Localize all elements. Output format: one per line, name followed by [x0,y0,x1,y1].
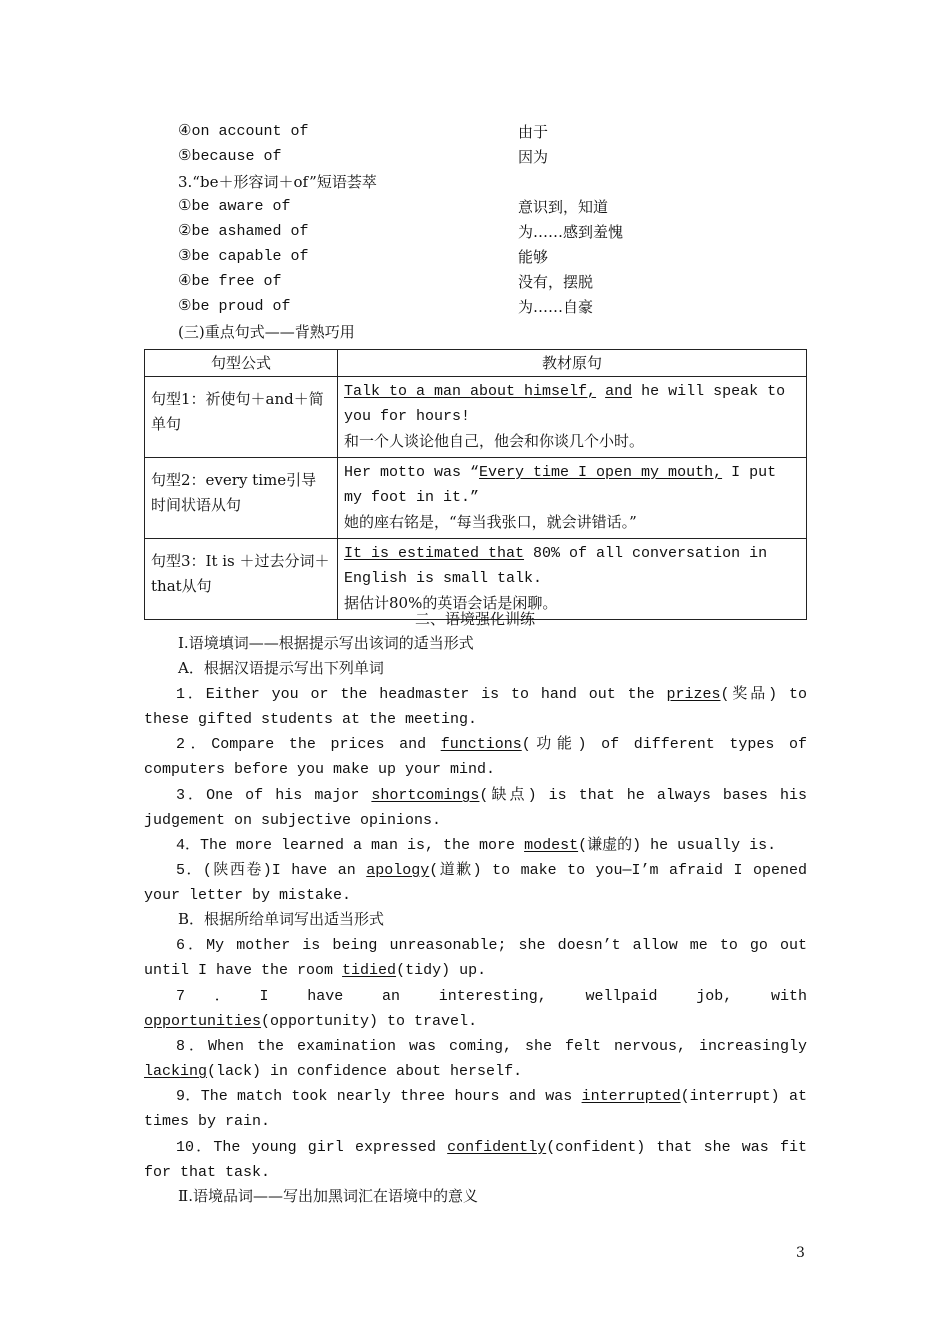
exercise-item [144,1084,807,1134]
example-cell [338,458,807,539]
exercise-text: (奖品) to these gifted students at the meeting. [144,686,807,728]
example-cell [338,377,807,458]
exercise-text: 8．When the examination was coming, she felt nervous, increasingly [176,1038,807,1055]
exercise-item [144,984,807,1034]
phrase-en: ④be free of [178,273,282,290]
answer-word: apology [366,862,430,879]
answer-word: tidied [342,962,397,979]
exercise-text: 7．I have an interesting, wellpaid job, with [176,988,807,1005]
answer-word: interrupted [581,1088,681,1105]
exercise-item [144,933,807,983]
pattern-cell: 句型1：祈使句＋and＋简单句 [145,377,338,458]
sentence-rest: I put my foot in it.” [344,464,777,506]
table-header-row [145,350,807,377]
section-2-title: 二、语境强化训练 [414,610,535,628]
part-a-title: A．根据汉语提示写出下列单词 [178,659,384,677]
sentence-pattern-table [144,349,807,620]
part-b-title: B．根据所给单词写出适当形式 [178,910,385,928]
section-key-sentences-title: (三)重点句式——背熟巧用 [178,323,355,341]
exercise-text: 9．The match took nearly three hours and was [176,1088,582,1105]
exercise-text: 4．The more learned a man is, the more [176,837,525,854]
pattern-cell: 句型3：It is ＋过去分词＋that从句 [145,539,338,620]
phrase-en: ①be aware of [178,198,291,215]
underlined-phrase: Talk to a man about himself, [344,383,597,400]
phrase-zh: 由于 [518,123,549,141]
answer-word: confidently [447,1139,547,1156]
exercise-item [144,732,807,782]
phrase-zh: 意识到，知道 [518,198,609,216]
page-number: 3 [796,1245,805,1261]
exercise-text: (confident) that she was fit for that task. [144,1139,807,1181]
exercise-item [144,1034,807,1084]
answer-word: shortcomings [371,787,480,804]
answer-word: lacking [144,1063,208,1080]
exercise-item [144,682,807,732]
exercise-item [144,833,807,858]
phrase-en: ②be ashamed of [178,223,309,240]
exercise-text: (道歉) to make to you—I’m afraid I opened your letter by mistake. [144,862,807,904]
table-row [145,458,807,539]
part-2-title: Ⅱ.语境品词——写出加黑词汇在语境中的意义 [178,1187,478,1205]
underlined-phrase: Every time I open my mouth, [479,464,723,481]
translation: 据估计80%的英语会话是闲聊。 [344,594,558,612]
answer-word: opportunities [144,1013,262,1030]
exercise-text: 5．(陕西卷)I have an [176,862,367,879]
exercise-text: (谦虚的) he usually is. [578,837,777,854]
sentence-pre: Her motto was “ [344,464,480,481]
section-3-title: 3.“be＋形容词＋of”短语荟萃 [178,173,377,191]
exercise-text: 3．One of his major [176,787,372,804]
phrase-zh: 为……感到羞愧 [518,223,624,241]
exercise-text: 6．My mother is being unreasonable; she doesn’t allow me to go out until I have the room [144,937,807,979]
pattern-cell: 句型2：every time引导时间状语从句 [145,458,338,539]
phrase-en: ⑤because of [178,148,282,165]
table-header: 句型公式 [145,350,338,377]
table-header: 教材原句 [338,350,807,377]
phrase-en: ⑤be proud of [178,298,291,315]
exercise-text: (tidy) up. [396,962,487,979]
sentence-rest: 80% of all conversation in English is small talk. [344,545,768,587]
underlined-phrase: It is estimated that [344,545,525,562]
answer-word: modest [524,837,579,854]
exercise-text: (lack) in confidence about herself. [207,1063,523,1080]
underlined-and: and [605,383,633,400]
answer-word: functions [440,736,522,753]
table-row [145,377,807,458]
phrase-zh: 能够 [518,248,549,266]
sentence-rest: he will speak to you for hours! [344,383,786,425]
phrase-en: ③be capable of [178,248,309,265]
phrase-en: ④on account of [178,123,309,140]
exercise-text: (opportunity) to travel. [261,1013,478,1030]
translation: 和一个人谈论他自己，他会和你谈几个小时。 [344,432,645,450]
phrase-zh: 为……自豪 [518,298,594,316]
phrase-zh: 没有，摆脱 [518,273,594,291]
exercise-text: 10．The young girl expressed [176,1139,448,1156]
translation: 她的座右铭是，“每当我张口，就会讲错话。” [344,513,637,531]
exercise-text: (缺点) is that he always bases his judgement on subjective opinions. [144,787,808,829]
exercise-text: (interrupt) at times by rain. [144,1088,807,1130]
exercise-item [144,1135,807,1185]
exercise-text: (功能) of different types of computers before you make up your mind. [144,736,807,778]
exercise-text: 1．Either you or the headmaster is to hand out the [176,686,667,703]
part-1-title: Ⅰ.语境填词——根据提示写出该词的适当形式 [178,634,474,652]
phrase-zh: 因为 [518,148,549,166]
exercise-text: 2．Compare the prices and [176,736,441,753]
answer-word: prizes [666,686,721,703]
exercise-item [144,783,807,833]
exercise-item [144,858,807,908]
